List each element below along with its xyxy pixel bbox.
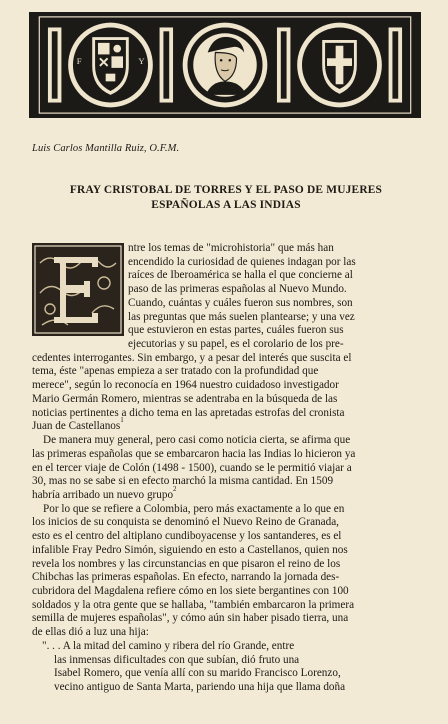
text-line-content: semilla de mujeres españolas", y cómo aún sin haber pisado tierra, una bbox=[32, 612, 349, 625]
text-line bbox=[32, 434, 420, 448]
svg-text:Y: Y bbox=[138, 56, 145, 67]
text-line bbox=[32, 503, 420, 517]
text-line-content: las inmensas dificultades con que subían, dió fruto una bbox=[54, 653, 300, 666]
author-byline: Luis Carlos Mantilla Ruiz, O.F.M. bbox=[32, 143, 180, 154]
text-line-content: cubridora del Magdalena refiere cómo en los siete bergantines con 100 bbox=[32, 584, 349, 597]
text-line-content: merece", según lo reconocía en 1964 nuestro cuidadoso investigador bbox=[32, 379, 339, 392]
text-line-content: Cuando, cuántas y cuáles fueron sus nombres, son bbox=[128, 296, 353, 309]
text-line bbox=[32, 311, 420, 325]
text-line bbox=[32, 530, 420, 544]
text-line bbox=[32, 558, 420, 572]
text-line bbox=[32, 297, 420, 311]
text-line-content: revela los nombres y las circunstancias en que pisaron el reino de los bbox=[32, 557, 341, 570]
text-line-content: tema, éste "apenas empieza a ser tratado con la profundidad que bbox=[32, 365, 319, 378]
text-line-content: esto es el centro del altiplano cundiboyacense y los santanderes, es el bbox=[32, 530, 342, 543]
text-line-content: Juan de Castellanos bbox=[32, 420, 121, 433]
text-line bbox=[32, 599, 420, 613]
text-line bbox=[32, 393, 420, 407]
article-title bbox=[40, 183, 412, 212]
text-line bbox=[32, 571, 420, 585]
text-line-content: ntre los temas de "microhistoria" que más han bbox=[128, 242, 334, 254]
text-line bbox=[32, 448, 420, 462]
footnote-marker: 1 bbox=[120, 416, 124, 425]
text-line-content: habría arribado un nuevo grupo bbox=[32, 488, 174, 501]
text-line-content: ejecutorias y su papel, es el corolario de los pre- bbox=[128, 338, 344, 351]
svg-text:F: F bbox=[76, 56, 82, 67]
text-line-content: vecino antiguo de Santa Marta, pariendo una hija que llama doña bbox=[54, 681, 346, 693]
text-line bbox=[32, 544, 420, 558]
title-line: ESPAÑOLAS A LAS INDIAS bbox=[151, 198, 301, 211]
text-line-content: De manera muy general, pero casi como noticia cierta, se afirma que bbox=[43, 434, 351, 447]
text-line-content: cedentes interrogantes. Sin embargo, y a pesar del interés que suscita el bbox=[32, 351, 352, 364]
text-line bbox=[32, 365, 420, 379]
text-line bbox=[32, 352, 420, 366]
text-line bbox=[32, 269, 420, 283]
quote-line bbox=[32, 681, 420, 695]
drop-cap-letter: E bbox=[78, 303, 79, 304]
text-line bbox=[32, 416, 420, 434]
text-line-content: de ellas dió a luz una hija: bbox=[32, 626, 149, 639]
text-line-content: paso de las primeras españolas al Nuevo Mundo. bbox=[128, 283, 347, 296]
text-line-content: las preguntas que más suelen plantearse; y una vez bbox=[128, 310, 355, 323]
decorative-banner bbox=[29, 12, 421, 118]
text-line bbox=[32, 242, 420, 256]
text-line bbox=[32, 338, 420, 352]
text-line bbox=[32, 324, 420, 338]
text-line-content: las primeras españolas que se embarcaron hacia las Indias lo hicieron ya bbox=[32, 447, 356, 460]
text-line-content: en el tercer viaje de Colón (1498 - 1500), cuando se le permitió viajar a bbox=[32, 461, 352, 474]
text-line bbox=[32, 585, 420, 599]
text-line bbox=[32, 407, 420, 421]
footnote-marker: 2 bbox=[173, 484, 177, 493]
quote-line bbox=[32, 667, 420, 681]
text-line bbox=[32, 612, 420, 626]
text-line bbox=[32, 484, 420, 503]
text-line-content: ". . . A la mitad del camino y ribera del río Grande, entre bbox=[42, 639, 295, 652]
quote-line bbox=[32, 640, 420, 654]
text-line-content: 30, mas no se sabe si en efecto marchó la misma cantidad. En 1509 bbox=[32, 475, 334, 488]
text-line bbox=[32, 379, 420, 393]
coat-of-arms-shield-icon bbox=[68, 23, 153, 108]
text-line bbox=[32, 462, 420, 476]
text-line-content: que estuvieron en estas partes, cuáles fueron sus bbox=[128, 324, 344, 337]
title-line: FRAY CRISTOBAL DE TORRES Y EL PASO DE MUJERES bbox=[69, 184, 383, 196]
text-line bbox=[32, 626, 420, 640]
text-line-content: infalible Fray Pedro Simón, siguiendo en esto a Castellanos, quien nos bbox=[32, 543, 348, 556]
text-line bbox=[32, 475, 420, 489]
article-body bbox=[32, 242, 420, 695]
text-line-content: encendido la curiosidad de quienes indagan por las bbox=[128, 255, 356, 268]
text-line bbox=[32, 256, 420, 270]
text-line-content: los inicios de su conquista se denominó el Nuevo Reino de Granada, bbox=[32, 516, 339, 529]
text-line-content: Chibchas las primeras españolas. En efecto, narrando la jornada des- bbox=[32, 571, 340, 584]
text-line-content: Isabel Romero, que venía allí con su marido Francisco Lorenzo, bbox=[54, 667, 341, 680]
text-line bbox=[32, 283, 420, 297]
text-line-content: raíces de Iberoamérica se halla el que concierne al bbox=[128, 269, 353, 282]
text-line bbox=[32, 516, 420, 530]
quote-line bbox=[32, 654, 420, 668]
text-line-content: Mario Germán Romero, mientras se adentraba en la búsqueda de las bbox=[32, 392, 338, 405]
portrait-medallion-icon bbox=[183, 23, 268, 108]
text-line-content: noticias pertinentes a dicho tema en las apretadas estrofas del cronista bbox=[32, 406, 345, 419]
text-line-content: Por lo que se refiere a Colombia, pero más exactamente a lo que en bbox=[43, 502, 345, 515]
text-line-content: soldados y la otra gente que se hallaba, "también embarcaron la primera bbox=[32, 598, 355, 611]
cross-shield-icon bbox=[297, 23, 382, 108]
